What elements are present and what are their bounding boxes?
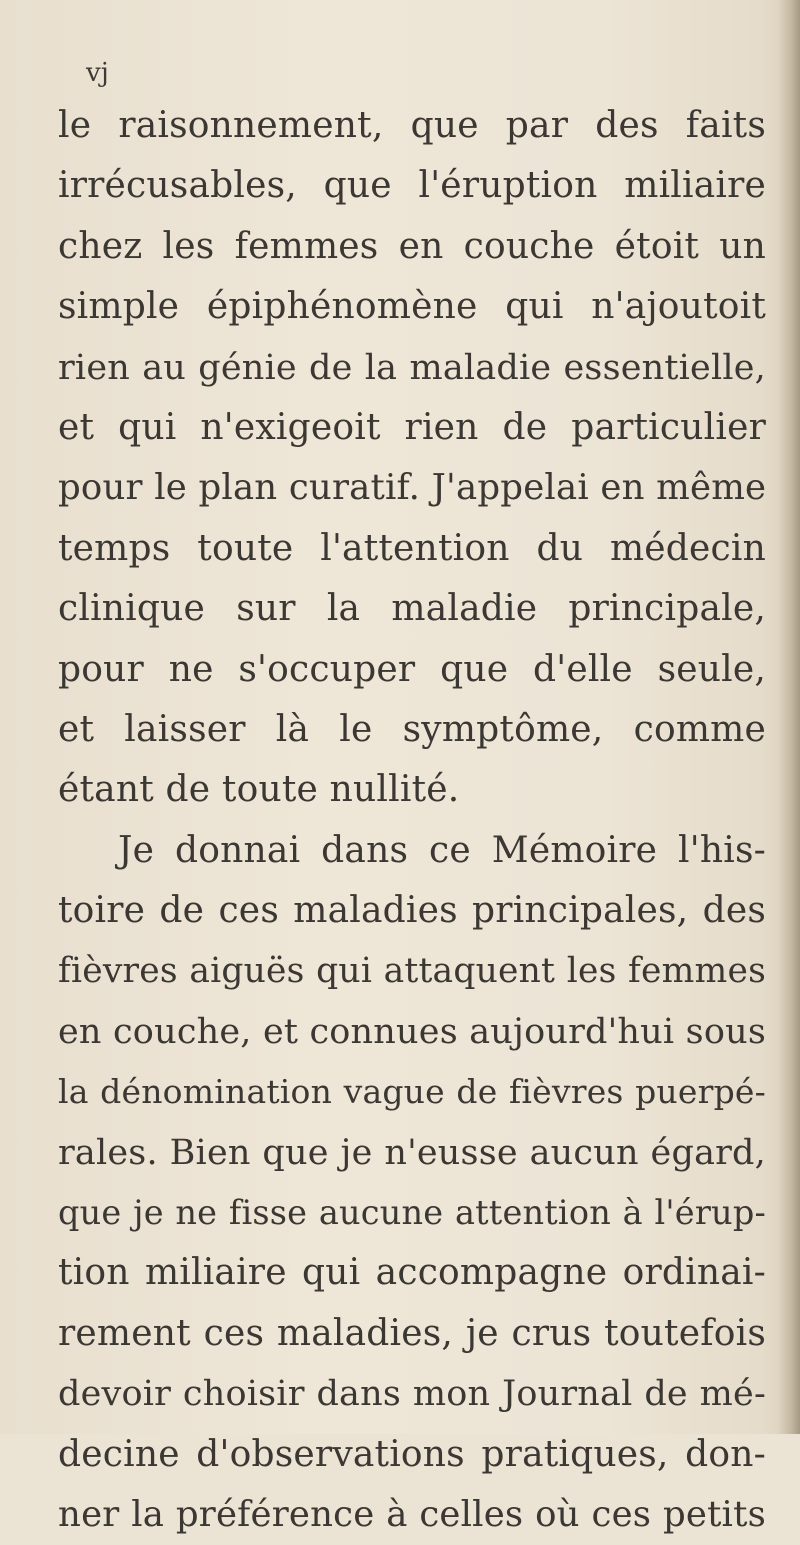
text-line: temps toute l'attention du médecin — [58, 527, 766, 569]
text-line: rement ces maladies, je crus toutefois — [58, 1312, 766, 1354]
text-line: et laisser là le symptôme, comme — [58, 708, 766, 750]
text-line: Je donnai dans ce Mémoire l'his- — [118, 829, 766, 871]
text-line: clinique sur la maladie principale, — [58, 588, 766, 630]
page-edge-shadow — [778, 0, 800, 1434]
text-line: chez les femmes en couche étoit un — [58, 225, 766, 267]
text-line: en couche, et connues aujourd'hui sous — [58, 1011, 766, 1052]
text-line: devoir choisir dans mon Journal de mé- — [58, 1374, 766, 1415]
text-line: tion miliaire qui accompagne ordinai- — [58, 1252, 766, 1294]
text-line: pour le plan curatif. J'appelai en même — [58, 467, 767, 509]
text-line: rales. Bien que je n'eusse aucun égard, — [58, 1132, 766, 1173]
body-text — [58, 96, 766, 1545]
text-line: pour ne s'occuper que d'elle seule, — [58, 648, 766, 690]
text-line: que je ne fisse aucune attention à l'érup- — [58, 1193, 766, 1233]
text-line: fièvres aiguës qui attaquent les femmes — [58, 951, 766, 992]
text-line: la dénomination vague de fièvres puerpé- — [58, 1072, 766, 1112]
text-line: étant de toute nullité. — [58, 769, 460, 811]
text-line: et qui n'exigeoit rien de particulier — [58, 406, 766, 448]
text-line: toire de ces maladies principales, des — [58, 890, 766, 932]
signature-mark: vj — [86, 58, 109, 88]
text-line: le raisonnement, que par des faits — [58, 105, 766, 146]
text-line: rien au génie de la maladie essentielle, — [58, 347, 766, 388]
text-line: decine d'observations pratiques, don- — [58, 1433, 766, 1475]
text-line: irrécusables, que l'éruption miliaire — [58, 165, 766, 207]
text-line: simple épiphénomène qui n'ajoutoit — [58, 286, 766, 328]
text-line: ner la préférence à celles où ces petits — [58, 1493, 766, 1535]
